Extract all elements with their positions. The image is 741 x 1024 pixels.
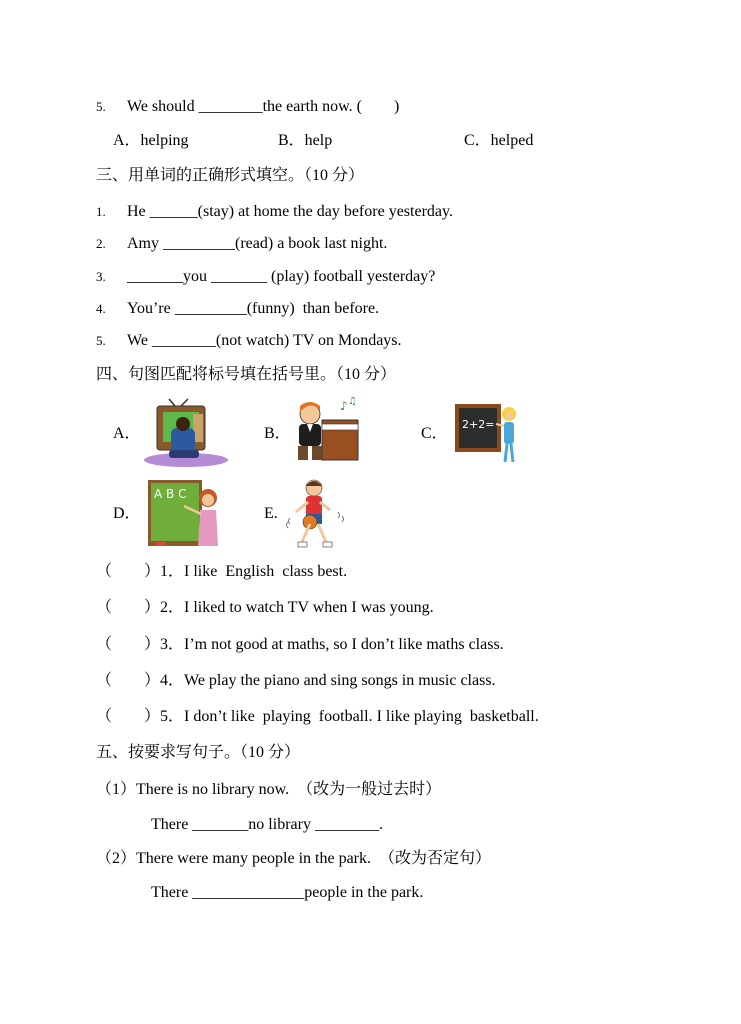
item-text: He ______(stay) at home the day before yesterday.	[127, 203, 453, 220]
item-text: _______you _______ (play) football yesterday?	[127, 268, 436, 285]
board-text: A B C	[154, 487, 187, 501]
picture-label-b: B．	[264, 425, 291, 442]
tv-watching-picture	[143, 398, 229, 468]
rewrite-answer-2: There ______________people in the park.	[151, 884, 424, 901]
item-number: 3.	[96, 269, 106, 284]
option-c: C．helped	[464, 132, 534, 149]
picture-label-a: A．	[113, 425, 141, 442]
item-number: 4.	[96, 301, 106, 316]
rewrite-question-2: （2）There were many people in the park. （改为否定句）	[96, 850, 492, 867]
question-number: 5.	[96, 99, 106, 114]
rewrite-answer-1: There _______no library ________.	[151, 816, 383, 833]
section-3-title: 三、用单词的正确形式填空。（10 分）	[96, 167, 365, 184]
basketball-boy-picture	[286, 478, 348, 550]
piano-playing-picture	[290, 396, 362, 466]
item-number: 5.	[96, 333, 106, 348]
option-a: A．helping	[113, 132, 189, 149]
match-item: （ ）4．We play the piano and sing songs in music class.	[96, 672, 496, 689]
item-text: We ________(not watch) TV on Mondays.	[127, 332, 402, 349]
picture-label-c: C．	[421, 425, 448, 442]
match-item: （ ）5．I don’t like playing football. I like playing basketball.	[96, 708, 539, 725]
english-teacher-picture	[148, 480, 220, 548]
match-item: （ ）2．I liked to watch TV when I was young.	[96, 599, 434, 616]
item-text: You’re _________(funny) than before.	[127, 300, 380, 317]
section-4-title: 四、句图匹配将标号填在括号里。（10 分）	[96, 366, 397, 383]
svg-text:♫: ♫	[348, 396, 357, 407]
picture-label-e: E.	[264, 505, 278, 522]
item-number: 2.	[96, 236, 106, 251]
board-text: 2+2=	[462, 418, 495, 431]
maths-teacher-picture	[454, 402, 524, 466]
item-number: 1.	[96, 204, 106, 219]
item-text: Amy _________(read) a book last night.	[127, 235, 388, 252]
section-5-title: 五、按要求写句子。（10 分）	[96, 744, 301, 761]
rewrite-question-1: （1）There is no library now. （改为一般过去时）	[96, 781, 442, 798]
match-item: （ ）3．I’m not good at maths, so I don’t like maths class.	[96, 636, 504, 653]
match-item: （ ）1．I like English class best.	[96, 563, 348, 580]
question-text: We should ________the earth now. ( )	[127, 98, 400, 115]
option-b: B．help	[278, 132, 333, 149]
picture-label-d: D．	[113, 505, 141, 522]
svg-text:♪: ♪	[340, 399, 348, 413]
